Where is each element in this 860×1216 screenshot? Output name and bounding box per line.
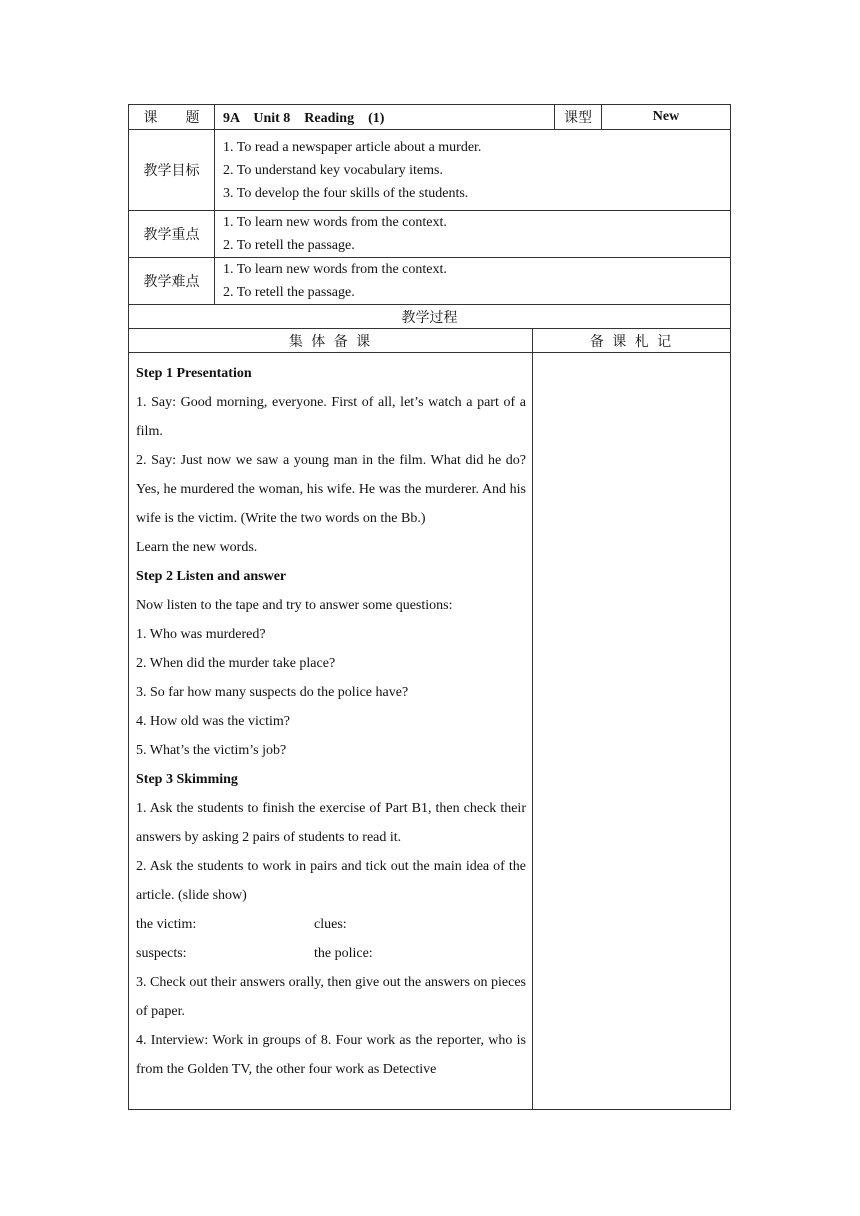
key-points-list bbox=[215, 211, 731, 258]
objectives-row bbox=[129, 130, 731, 211]
body-row bbox=[129, 353, 731, 1110]
pair-left: suspects: bbox=[136, 946, 187, 961]
step2-question: 2. When did the murder take place? bbox=[136, 656, 336, 671]
type-label: 课型 bbox=[555, 105, 602, 130]
pair-line bbox=[136, 910, 526, 939]
step2-question: 4. How old was the victim? bbox=[136, 714, 290, 729]
topic-label: 课 题 bbox=[129, 105, 215, 130]
step1-paragraph: 1. Say: Good morning, everyone. First of all, let’s watch a part of a film. bbox=[136, 395, 526, 439]
group-prep-content bbox=[136, 359, 526, 1109]
objectives-list bbox=[215, 130, 731, 211]
topic-row bbox=[129, 105, 731, 130]
difficulty-item: 1. To learn new words from the context. bbox=[223, 262, 447, 277]
pair-right: the police: bbox=[314, 946, 373, 961]
lesson-plan bbox=[128, 104, 730, 1110]
step2-intro: Now listen to the tape and try to answer some questions: bbox=[136, 598, 453, 613]
step1-paragraph: 2. Say: Just now we saw a young man in the film. What did he do? Yes, he murdered the woman, his wife. He was the murderer. And his wife is the victim. (Write the two words on the Bb.) bbox=[136, 453, 526, 526]
objective-item: 2. To understand key vocabulary items. bbox=[223, 162, 443, 178]
objectives-label: 教学目标 bbox=[129, 130, 215, 211]
topic-value: 9A Unit 8 Reading (1) bbox=[215, 105, 555, 130]
step2-title: Step 2 Listen and answer bbox=[136, 569, 287, 584]
difficulties-label: 教学难点 bbox=[129, 258, 215, 305]
key-points-row bbox=[129, 211, 731, 258]
process-label: 教学过程 bbox=[129, 305, 731, 329]
step3-title: Step 3 Skimming bbox=[136, 772, 238, 787]
step2-question: 1. Who was murdered? bbox=[136, 627, 266, 642]
step3-paragraph: 3. Check out their answers orally, then give out the answers on pieces of paper. bbox=[136, 975, 526, 1019]
lesson-plan-table bbox=[128, 104, 731, 1110]
difficulty-item: 2. To retell the passage. bbox=[223, 285, 355, 300]
key-points-label: 教学重点 bbox=[129, 211, 215, 258]
key-point-item: 2. To retell the passage. bbox=[223, 238, 355, 253]
difficulties-list bbox=[215, 258, 731, 305]
step1-title: Step 1 Presentation bbox=[136, 366, 252, 381]
step2-question: 3. So far how many suspects do the police have? bbox=[136, 685, 409, 700]
col-right-header: 备 课 札 记 bbox=[533, 329, 731, 353]
step3-paragraph: 2. Ask the students to work in pairs and tick out the main idea of the article. (slide show) bbox=[136, 859, 526, 903]
process-row bbox=[129, 305, 731, 329]
difficulties-row bbox=[129, 258, 731, 305]
step1-paragraph: Learn the new words. bbox=[136, 540, 258, 555]
objective-item: 1. To read a newspaper article about a murder. bbox=[223, 139, 482, 155]
columns-row bbox=[129, 329, 731, 353]
key-point-item: 1. To learn new words from the context. bbox=[223, 215, 447, 230]
step3-paragraph: 4. Interview: Work in groups of 8. Four work as the reporter, who is from the Golden TV, the other four work as Detective bbox=[136, 1033, 526, 1077]
col-left-header: 集 体 备 课 bbox=[129, 329, 533, 353]
pair-left: the victim: bbox=[136, 917, 197, 932]
objective-item: 3. To develop the four skills of the students. bbox=[223, 185, 469, 201]
step2-question: 5. What’s the victim’s job? bbox=[136, 743, 287, 758]
group-prep-cell bbox=[129, 353, 533, 1110]
pair-right: clues: bbox=[314, 917, 347, 932]
type-value: New bbox=[602, 105, 731, 130]
pair-line bbox=[136, 939, 526, 968]
notes-cell bbox=[533, 353, 731, 1110]
step3-paragraph: 1. Ask the students to finish the exercise of Part B1, then check their answers by asking 2 pairs of students to read it. bbox=[136, 801, 526, 845]
